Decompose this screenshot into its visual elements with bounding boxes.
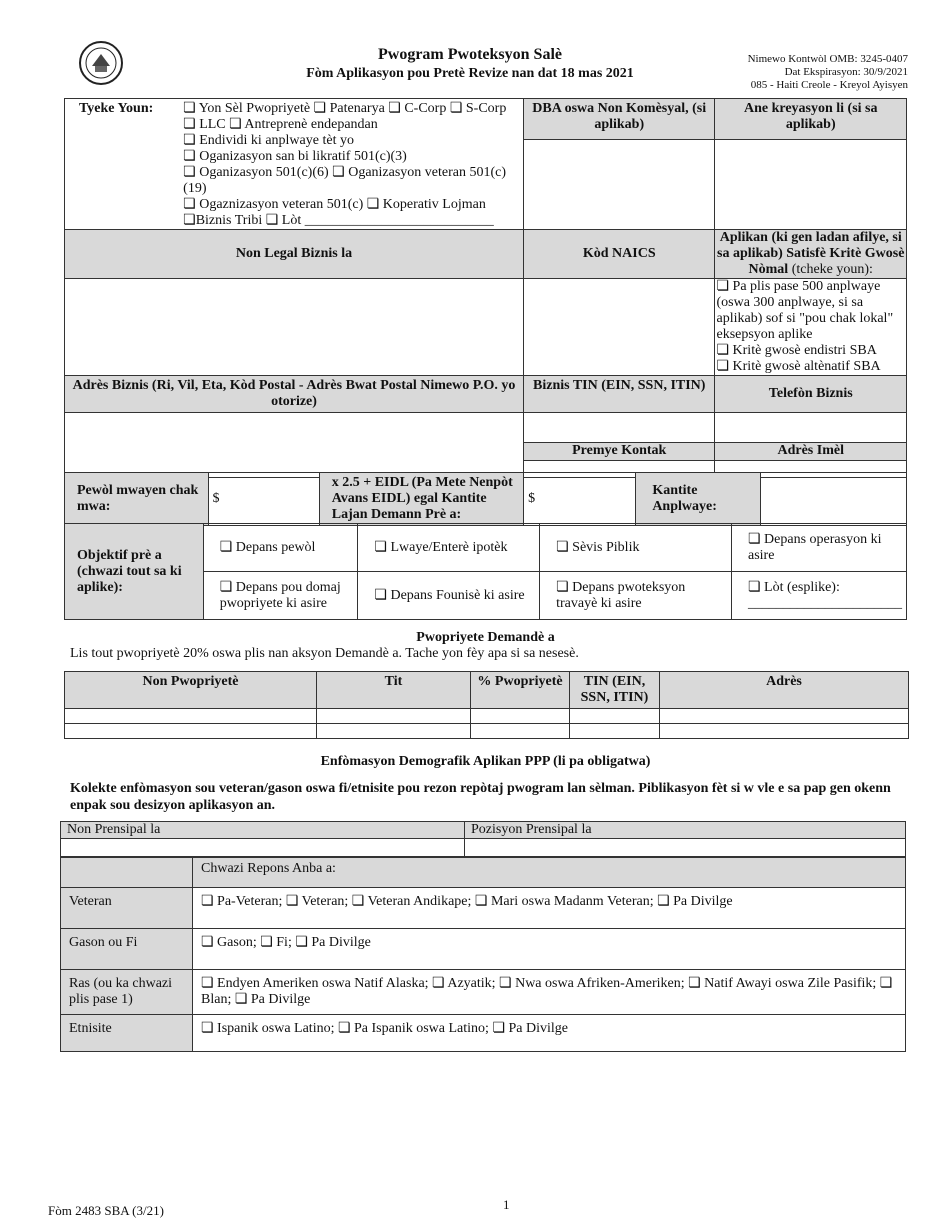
business-type-option[interactable]: ❏ Oganizasyon 501(c)(6) ❏ Oganizasyon veteran 501(c)(19) bbox=[183, 165, 507, 196]
dba-field[interactable] bbox=[523, 139, 715, 229]
loan-table bbox=[64, 472, 907, 526]
ethnicity-options[interactable]: ❏ Ispanik oswa Latino; ❏ Pa Ispanik oswa Latino; ❏ Pa Divilge bbox=[193, 1015, 906, 1052]
owner-tin-header: TIN (EIN, SSN, ITIN) bbox=[570, 672, 660, 709]
business-type-options[interactable] bbox=[183, 99, 523, 229]
address-label: Adrès Biznis (Ri, Vil, Eta, Kòd Postal - Adrès Bwat Postal Nimewo P.O. yo otorize) bbox=[65, 376, 524, 413]
purpose-option[interactable]: ❏ Lòt (esplike): bbox=[748, 579, 840, 595]
tin-field[interactable] bbox=[524, 413, 715, 443]
ethnicity-label: Etnisite bbox=[61, 1015, 193, 1052]
omb-number: Nimewo Kontwòl OMB: 3245-0407 bbox=[747, 53, 908, 65]
language-code: 085 - Haiti Creole - Kreyol Ayisyen bbox=[750, 79, 908, 91]
owner-percent-header: % Pwopriyetè bbox=[471, 672, 570, 709]
formula-label: x 2.5 + EIDL (Pa Mete Nenpòt Avans EIDL) egal Kantite Lajan Demann Prè a: bbox=[319, 473, 523, 526]
business-type-option[interactable]: ❏ Endividi ki anplwaye tèt yo bbox=[183, 133, 354, 148]
business-type-option[interactable]: ❏ Ogaznizasyon veteran 501(c) ❏ Koperativ Lojman bbox=[183, 197, 486, 212]
business-type-option[interactable]: ❏ LLC ❏ Antreprenè endepandan bbox=[183, 117, 378, 132]
owner-name-cell[interactable] bbox=[65, 724, 317, 739]
naics-label: Kòd NAICS bbox=[523, 230, 715, 279]
tin-label: Biznis TIN (EIN, SSN, ITIN) bbox=[523, 376, 715, 413]
sba-seal-logo bbox=[78, 40, 124, 86]
owner-address-cell[interactable] bbox=[660, 709, 909, 724]
table-row bbox=[65, 724, 909, 739]
form-number: Fòm 2483 SBA (3/21) bbox=[48, 1203, 164, 1218]
affiliate-options[interactable] bbox=[715, 279, 907, 376]
page-number: 1 bbox=[503, 1197, 510, 1212]
form-subtitle: Fòm Aplikasyon pou Pretè Revize nan dat 18 mas 2021 bbox=[306, 66, 634, 81]
affiliate-option[interactable]: ❏ Pa plis pase 500 anplwaye (oswa 300 anplwaye, si sa aplikab) sof si "pou chak lokal" eksepsyon aplike bbox=[716, 279, 894, 342]
legal-name-label: Non Legal Biznis la bbox=[65, 230, 524, 279]
choose-label: Chwazi Repons Anba a: bbox=[193, 858, 906, 888]
phone-field[interactable] bbox=[715, 413, 906, 443]
owner-percent-cell[interactable] bbox=[471, 724, 570, 739]
business-info-table bbox=[64, 98, 907, 478]
dollar-sign: $ bbox=[528, 491, 536, 506]
affiliate-label-rest: (tcheke youn): bbox=[791, 262, 873, 277]
purpose-option[interactable]: ❏ Depans pewòl bbox=[203, 524, 358, 572]
contact-cell bbox=[523, 413, 715, 478]
year-label: Ane kreyasyon li (si sa aplikab) bbox=[715, 99, 907, 140]
dba-label: DBA oswa Non Komèsyal, (si aplikab) bbox=[523, 99, 715, 140]
naics-field[interactable] bbox=[523, 279, 715, 376]
demographic-heading: Enfòmasyon Demografik Aplikan PPP (li pa obligatwa) bbox=[320, 754, 651, 769]
purpose-option[interactable]: ❏ Depans operasyon ki asire bbox=[732, 524, 907, 572]
owner-name-cell[interactable] bbox=[65, 709, 317, 724]
legal-name-field[interactable] bbox=[65, 279, 524, 376]
purpose-option[interactable]: ❏ Lwaye/Enterè ipotèk bbox=[358, 524, 540, 572]
table-row bbox=[65, 709, 909, 724]
ownership-table bbox=[64, 671, 909, 739]
purpose-option[interactable]: ❏ Sèvis Piblik bbox=[540, 524, 732, 572]
demographic-intro: Kolekte enfòmasyon sou veteran/gason oswa fi/etnisite pou rezon repòtaj pwogram lan sèlman. Piblikasyon fèt si w vle e sa pap gen okenn enpak sou desizyon aplikasyon an. bbox=[70, 781, 891, 813]
ownership-instruction: Lis tout pwopriyetè 20% oswa plis nan aksyon Demandè a. Tache yon fèy apa si sa nesesè. bbox=[70, 646, 579, 661]
veteran-options[interactable]: ❏ Pa-Veteran; ❏ Veteran; ❏ Veteran Andikape; ❏ Mari oswa Madanm Veteran; ❏ Pa Divilge bbox=[193, 888, 906, 929]
other-explain-line[interactable]: ______________________ bbox=[748, 595, 902, 611]
purpose-label: Objektif prè a (chwazi tout sa ki aplike): bbox=[65, 524, 204, 620]
contact-label: Premye Kontak bbox=[524, 443, 715, 461]
payroll-field[interactable] bbox=[208, 473, 319, 526]
owner-address-header: Adrès bbox=[660, 672, 909, 709]
business-type-cell bbox=[65, 99, 524, 230]
owner-tin-cell[interactable] bbox=[570, 724, 660, 739]
email-label: Adrès Imèl bbox=[715, 443, 906, 461]
loan-amount-field[interactable] bbox=[524, 473, 636, 526]
demographic-blank-header bbox=[61, 858, 193, 888]
dollar-sign: $ bbox=[212, 491, 220, 506]
owner-name-header: Non Pwopriyetè bbox=[65, 672, 317, 709]
affiliate-option[interactable]: ❏ Kritè gwosè altènatif SBA bbox=[716, 359, 881, 374]
gender-label: Gason ou Fi bbox=[61, 929, 193, 970]
principal-position-field[interactable] bbox=[465, 839, 906, 857]
owner-percent-cell[interactable] bbox=[471, 709, 570, 724]
purpose-other-cell[interactable] bbox=[732, 572, 907, 620]
principal-table bbox=[60, 821, 906, 857]
email-cell bbox=[715, 413, 907, 478]
principal-name-field[interactable] bbox=[61, 839, 465, 857]
gender-options[interactable]: ❏ Gason; ❏ Fi; ❏ Pa Divilge bbox=[193, 929, 906, 970]
address-field[interactable] bbox=[65, 413, 524, 478]
business-type-option[interactable]: ❏Biznis Tribi ❏ Lòt ___________________________ bbox=[183, 213, 494, 228]
owner-title-cell[interactable] bbox=[317, 709, 471, 724]
business-type-option[interactable]: ❏ Yon Sèl Pwopriyetè ❏ Patenarya ❏ C-Corp ❏ S-Corp bbox=[183, 101, 507, 116]
phone-label: Telefòn Biznis bbox=[715, 376, 907, 413]
business-type-option[interactable]: ❏ Oganizasyon san bi likratif 501(c)(3) bbox=[183, 149, 407, 164]
affiliate-label bbox=[715, 230, 907, 279]
race-label: Ras (ou ka chwazi plis pase 1) bbox=[61, 970, 193, 1015]
owner-tin-cell[interactable] bbox=[570, 709, 660, 724]
veteran-label: Veteran bbox=[61, 888, 193, 929]
owner-title-header: Tit bbox=[317, 672, 471, 709]
owner-title-cell[interactable] bbox=[317, 724, 471, 739]
payroll-label: Pewòl mwayen chak mwa: bbox=[65, 473, 209, 526]
affiliate-option[interactable]: ❏ Kritè gwosè endistri SBA bbox=[716, 343, 877, 358]
form-title: Pwogram Pwoteksyon Salè bbox=[378, 46, 562, 63]
ownership-heading: Pwopriyete Demandè a bbox=[416, 630, 555, 645]
demographic-table bbox=[60, 857, 906, 1052]
principal-name-label: Non Prensipal la bbox=[61, 822, 465, 839]
year-field[interactable] bbox=[715, 139, 907, 229]
race-options[interactable]: ❏ Endyen Ameriken oswa Natif Alaska; ❏ Azyatik; ❏ Nwa oswa Afriken-Ameriken; ❏ Natif Awayi oswa Zile Pasifik; ❏ Blan; ❏ Pa Divilge bbox=[193, 970, 906, 1015]
purpose-option[interactable]: ❏ Depans Founisè ki asire bbox=[358, 572, 540, 620]
purpose-table bbox=[64, 523, 907, 620]
principal-position-label: Pozisyon Prensipal la bbox=[465, 822, 906, 839]
expiry-date: Dat Ekspirasyon: 30/9/2021 bbox=[784, 66, 908, 78]
business-type-label: Tyeke Youn: bbox=[79, 101, 154, 116]
purpose-option[interactable]: ❏ Depans pwoteksyon travayè ki asire bbox=[540, 572, 732, 620]
employees-field[interactable] bbox=[760, 473, 906, 526]
owner-address-cell[interactable] bbox=[660, 724, 909, 739]
employees-label: Kantite Anplwaye: bbox=[636, 473, 760, 526]
affiliate-label-bold: Aplikan (ki gen ladan afilye, si sa aplikab) Satisfè Kritè Gwosè Nòmal bbox=[717, 230, 905, 277]
purpose-option[interactable]: ❏ Depans pou domaj pwopriyete ki asire bbox=[203, 572, 358, 620]
